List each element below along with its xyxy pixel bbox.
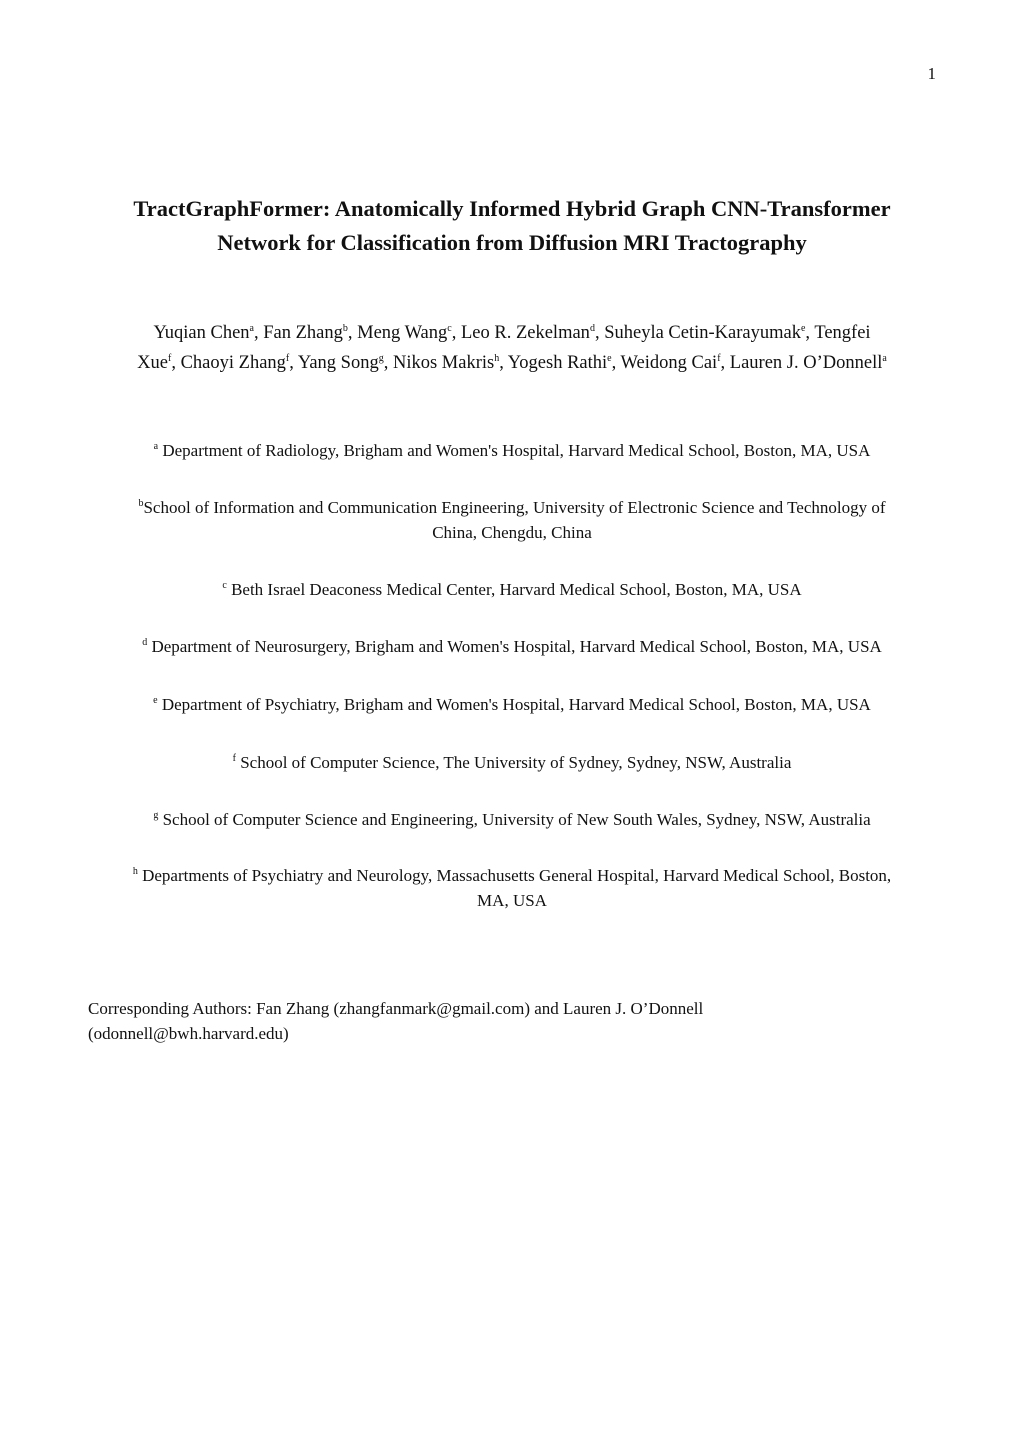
- affiliation-text-continued: China, Chengdu, China: [432, 523, 592, 542]
- affiliation-text: Departments of Psychiatry and Neurology, Massachusetts General Hospital, Harvard Medical School, Boston,: [137, 866, 892, 885]
- author-list: [88, 318, 936, 378]
- author-separator: ,: [594, 323, 605, 343]
- author-affiliation-mark: a: [882, 353, 887, 364]
- author-affiliation-mark: f: [717, 353, 721, 364]
- affiliation-f: [86, 750, 938, 775]
- author-name: Weidong Cai: [620, 353, 718, 373]
- author-name: Yuqian Chen: [153, 323, 250, 343]
- author-name: Yang Song: [297, 353, 379, 373]
- affiliation-text: School of Computer Science, The University of Sydney, Sydney, NSW, Australia: [235, 753, 792, 772]
- author-name: Yogesh Rathi: [507, 353, 608, 373]
- author-separator: ,: [611, 353, 621, 373]
- affiliation-d: [86, 634, 938, 659]
- corresponding-authors-line-2: (odonnell@bwh.harvard.edu): [88, 1024, 289, 1043]
- author-name: Chaoyi Zhang: [180, 353, 286, 373]
- author-affiliation-mark: d: [589, 323, 595, 334]
- corresponding-authors-line-1: Corresponding Authors: Fan Zhang (zhangfanmark@gmail.com) and Lauren J. O’Donnell: [88, 999, 704, 1018]
- author-affiliation-mark: e: [800, 323, 806, 334]
- author-affiliation-mark: g: [378, 353, 384, 364]
- affiliation-text: Department of Radiology, Brigham and Women's Hospital, Harvard Medical School, Boston, MA, USA: [158, 441, 871, 460]
- affiliation-mark: f: [232, 753, 236, 764]
- author-name: Leo R. Zekelman: [460, 323, 590, 343]
- author-separator: ,: [171, 353, 181, 373]
- affiliation-text: Department of Psychiatry, Brigham and Women's Hospital, Harvard Medical School, Boston, MA, USA: [157, 695, 871, 714]
- author-affiliation-mark: f: [167, 353, 172, 364]
- author-line-2: [88, 348, 936, 378]
- affiliation-text: School of Computer Science and Engineering, University of New South Wales, Sydney, NSW, Australia: [158, 810, 871, 829]
- author-affiliation-mark: a: [249, 323, 254, 334]
- affiliation-mark: c: [222, 580, 227, 591]
- author-separator: , Tengfei: [805, 323, 871, 343]
- affiliation-mark: g: [153, 810, 159, 821]
- affiliation-text: Beth Israel Deaconess Medical Center, Harvard Medical School, Boston, MA, USA: [226, 580, 802, 599]
- author-affiliation-mark: h: [494, 353, 500, 364]
- affiliation-mark: a: [153, 441, 159, 452]
- author-separator: ,: [451, 323, 461, 343]
- author-name: Xue: [137, 353, 168, 373]
- affiliation-mark: b: [138, 498, 144, 509]
- affiliation-mark: e: [153, 695, 158, 706]
- affiliation-a: [86, 438, 938, 463]
- affiliation-mark: d: [142, 637, 148, 648]
- author-affiliation-mark: b: [342, 323, 348, 334]
- affiliation-c: [86, 577, 938, 602]
- author-name: Fan Zhang: [263, 323, 343, 343]
- affiliation-h: [86, 863, 938, 913]
- affiliation-text: Department of Neurosurgery, Brigham and Women's Hospital, Harvard Medical School, Boston, MA, USA: [147, 637, 882, 656]
- author-separator: ,: [499, 353, 508, 373]
- affiliation-b: [86, 495, 938, 545]
- author-separator: ,: [289, 353, 298, 373]
- author-separator: ,: [253, 323, 264, 343]
- affiliation-e: [86, 692, 938, 717]
- paper-title: [80, 192, 944, 260]
- author-affiliation-mark: e: [607, 353, 612, 364]
- affiliation-text-continued: MA, USA: [477, 891, 547, 910]
- title-line-2: Network for Classification from Diffusion MRI Tractography: [217, 230, 807, 255]
- affiliation-mark: h: [132, 866, 138, 877]
- author-name: Suheyla Cetin-Karayumak: [604, 323, 801, 343]
- author-name: Nikos Makris: [392, 353, 495, 373]
- author-affiliation-mark: f: [285, 353, 290, 364]
- title-line-1: TractGraphFormer: Anatomically Informed Hybrid Graph CNN-Transformer: [133, 196, 891, 221]
- author-separator: ,: [720, 353, 730, 373]
- author-name: Lauren J. O’Donnell: [729, 353, 883, 373]
- affiliation-text: School of Information and Communication Engineering, University of Electronic Science and Technology of: [143, 498, 886, 517]
- corresponding-authors: [88, 996, 938, 1046]
- author-separator: ,: [347, 323, 358, 343]
- author-name: Meng Wang: [357, 323, 448, 343]
- author-separator: ,: [383, 353, 393, 373]
- author-line-1: [88, 318, 936, 348]
- page-number: 1: [927, 64, 936, 83]
- affiliation-g: [86, 807, 938, 832]
- author-affiliation-mark: c: [447, 323, 452, 334]
